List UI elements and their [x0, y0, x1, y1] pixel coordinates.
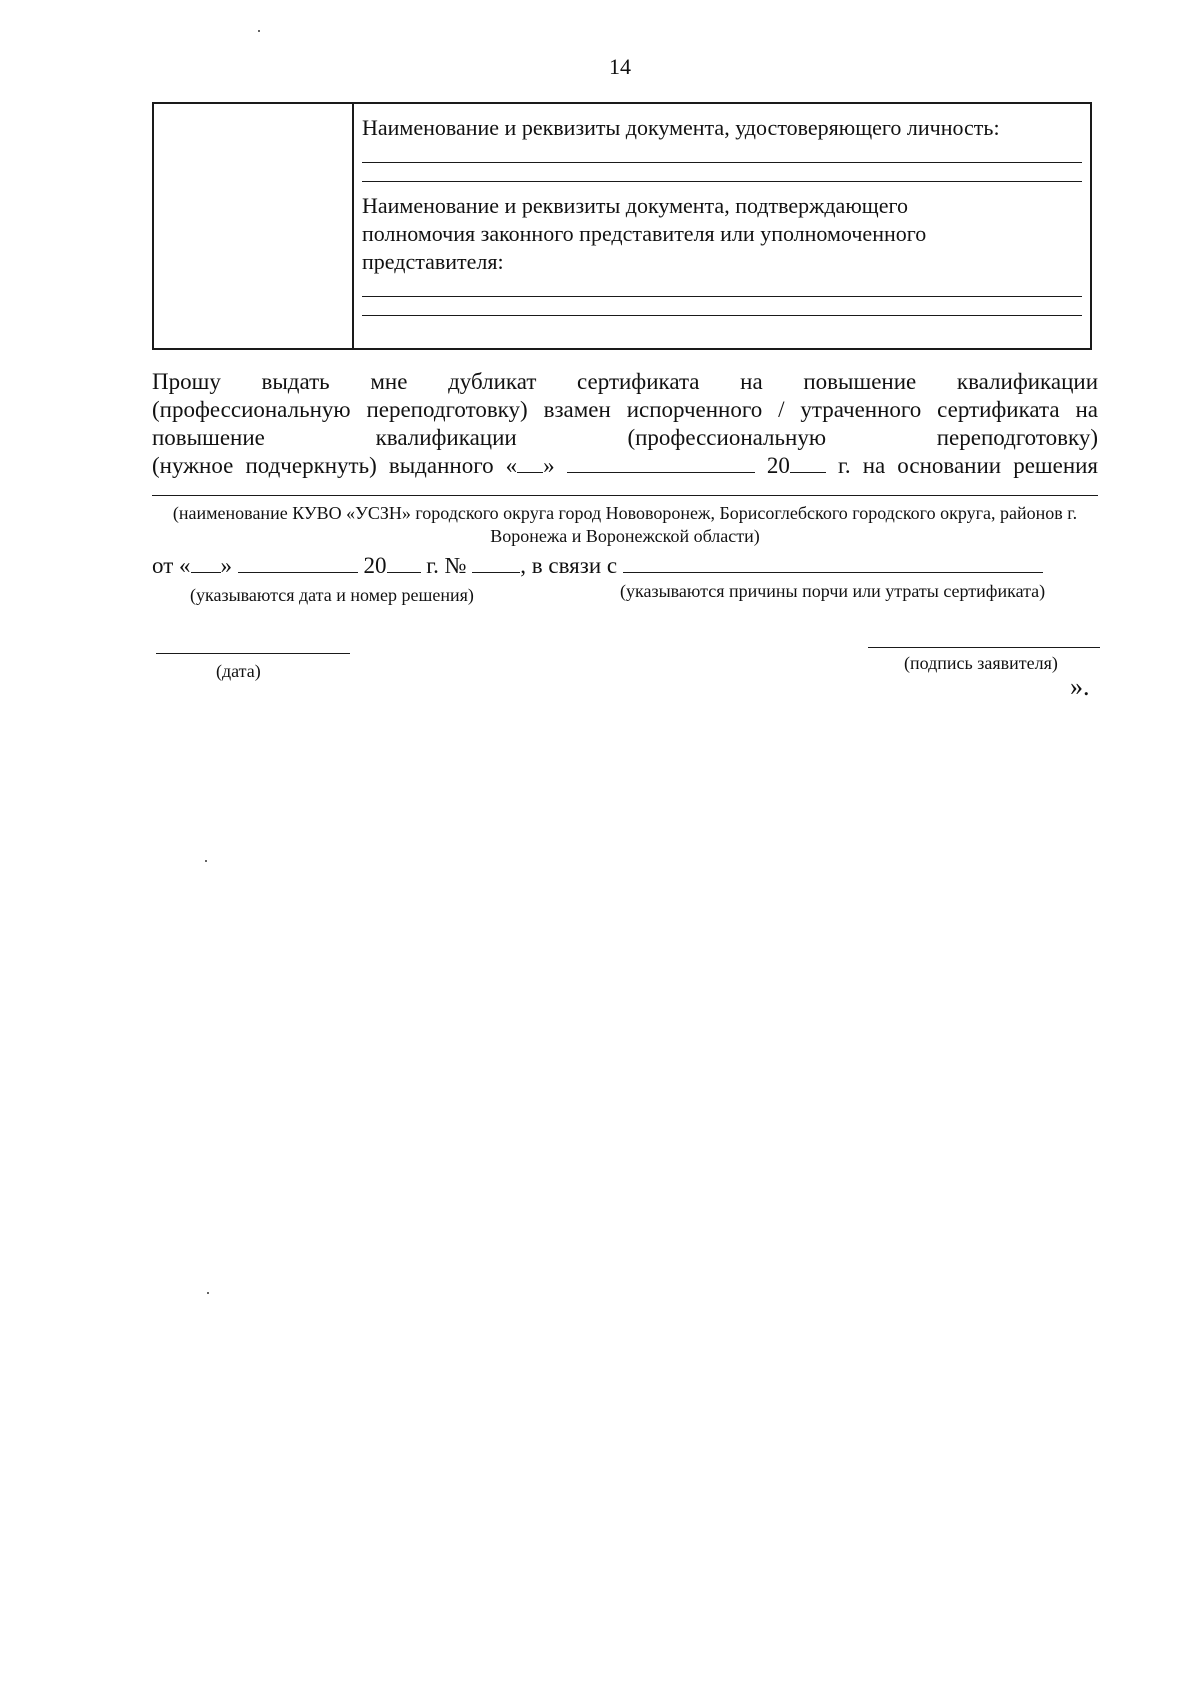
date-signature-line[interactable]	[156, 652, 350, 654]
issued-suffix: г. на основании решения	[838, 453, 1099, 478]
authority-document-label: Наименование и реквизиты документа, подтверждающего полномочия законного представителя или уполномоченного представителя:	[362, 193, 927, 274]
request-line-4	[152, 452, 1098, 480]
organization-caption: (наименование КУВО «УСЗН» городского округа город Нововоронеж, Борисоглебского городского округа, районов г. Воронежа и Воронежской области)	[172, 503, 1078, 546]
applicant-documents-table	[152, 102, 1092, 350]
applicant-signature-line[interactable]	[868, 646, 1100, 648]
decision-number-blank[interactable]	[472, 552, 520, 573]
request-line-3: повышение квалификации (профессиональную переподготовку)	[152, 425, 1098, 450]
decision-month-blank[interactable]	[238, 552, 358, 573]
decision-number-prefix: г. №	[426, 553, 467, 578]
organization-name-line[interactable]	[152, 495, 1098, 496]
date-caption: (дата)	[216, 661, 261, 681]
decision-year-prefix: 20	[363, 553, 387, 578]
applicant-signature-caption: (подпись заявителя)	[904, 653, 1058, 673]
issued-year-blank[interactable]	[790, 452, 826, 473]
issued-prefix: (нужное подчеркнуть) выданного «	[152, 453, 518, 478]
authority-document-line-2[interactable]	[362, 297, 1082, 316]
decision-day-blank[interactable]	[191, 552, 221, 573]
decision-reason-prefix: , в связи с	[520, 553, 618, 578]
closing-quote: ».	[1070, 672, 1090, 701]
scan-speck	[258, 30, 260, 32]
decision-date-number-caption: (указываются дата и номер решения)	[190, 585, 474, 605]
issued-month-blank[interactable]	[567, 452, 755, 473]
decision-reason-caption: (указываются причины порчи или утраты сертификата)	[620, 581, 1046, 601]
page-number: 14	[609, 54, 631, 79]
decision-row	[152, 552, 1098, 580]
issued-day-blank[interactable]	[517, 452, 543, 473]
decision-reason-blank[interactable]	[623, 552, 1043, 573]
decision-quote-close: »	[220, 553, 232, 578]
issued-quote-close: »	[543, 453, 555, 478]
scan-speck	[205, 860, 207, 862]
request-paragraph	[152, 368, 1098, 480]
decision-year-blank[interactable]	[387, 552, 421, 573]
table-left-cell	[154, 104, 354, 348]
issued-year-prefix: 20	[766, 453, 790, 478]
decision-from-prefix: от «	[152, 553, 191, 578]
identity-document-line-2[interactable]	[362, 163, 1082, 182]
request-line-2: (профессиональную переподготовку) взамен испорченного / утраченного сертификата на	[152, 397, 1098, 422]
request-line-1: Прошу выдать мне дубликат сертификата на повышение квалификации	[152, 369, 1098, 394]
table-right-cell	[354, 104, 1090, 348]
identity-document-label: Наименование и реквизиты документа, удостоверяющего личность:	[362, 115, 1000, 140]
scan-speck	[207, 1292, 209, 1294]
identity-document-line-1[interactable]	[362, 142, 1082, 163]
authority-document-line-1[interactable]	[362, 276, 1082, 297]
